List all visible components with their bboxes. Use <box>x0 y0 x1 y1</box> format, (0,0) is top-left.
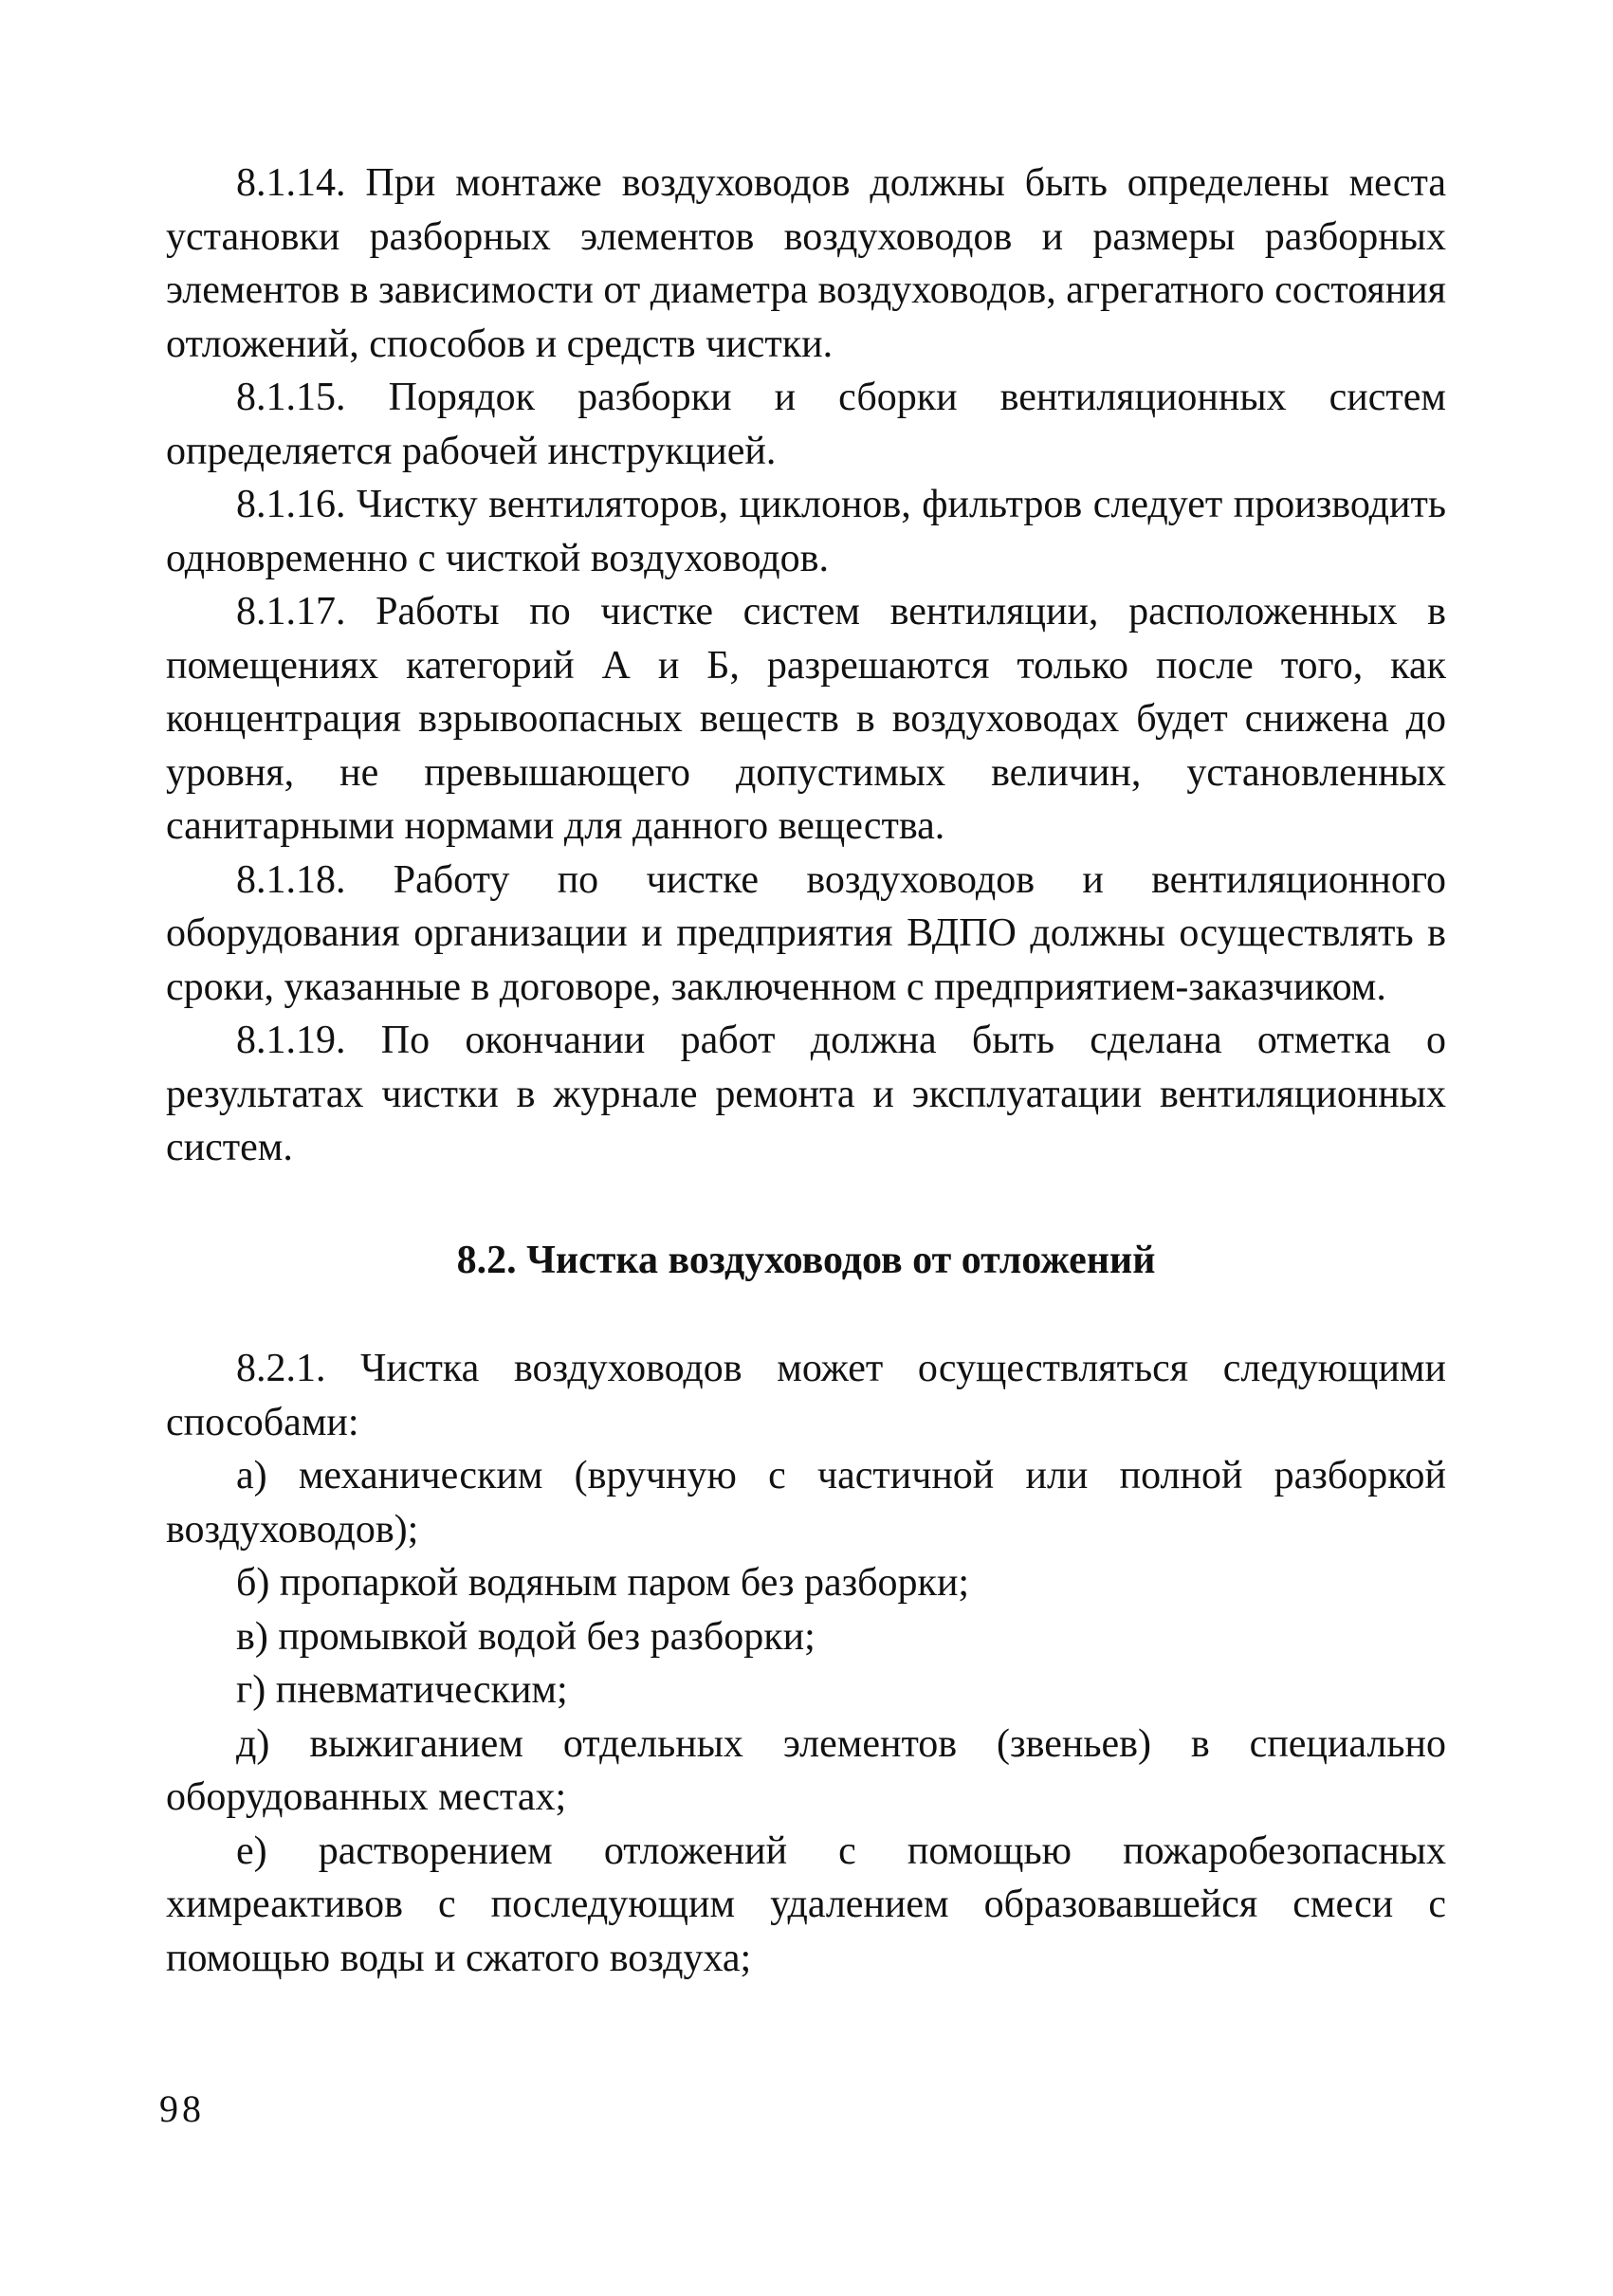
paragraph-8-1-15: 8.1.15. Порядок разборки и сборки вентиляционных систем определяется рабочей инструкцией. <box>166 376 1446 473</box>
list-item-v: в) промывкой водой без разборки; <box>236 1614 816 1659</box>
paragraph-8-1-16: 8.1.16. Чистку вентиляторов, циклонов, фильтров следует производить одновременно с чисткой воздуховодов. <box>166 483 1446 580</box>
section-heading-8-2: 8.2. Чистка воздуховодов от отложений <box>456 1238 1156 1282</box>
paragraph-8-1-17: 8.1.17. Работы по чистке систем вентиляции, расположенных в помещениях категорий А и Б, разрешаются только после того, как концентрация взрывоопасных веществ в воздуховодах будет снижена до уровня, не превышающего допустимых величин, установленных санитарными нормами для данного вещества. <box>166 590 1446 848</box>
paragraph-8-1-18: 8.1.18. Работу по чистке воздуховодов и вентиляционного оборудования организации и предприятия ВДПО должны осуществлять в сроки, указанные в договоре, заключенном с предприятием-заказчиком. <box>166 857 1446 1009</box>
list-item-a: а) механическим (вручную с частичной или полной разборкой воздуховодов); <box>166 1454 1446 1552</box>
paragraph-8-1-14: 8.1.14. При монтаже воздуховодов должны быть определены места установки разборных элементов воздуховодов и размеры разборных элементов в зависимости от диаметра воздуховодов, агрегатного состояния отложений, способов и средств чистки. <box>166 161 1446 366</box>
list-item-b: б) пропаркой водяным паром без разборки; <box>236 1561 970 1605</box>
list-item-e: е) растворением отложений с помощью пожаробезопасных химреактивов с последующим удалением образовавшейся смеси с помощью воды и сжатого воздуха; <box>166 1828 1446 1980</box>
page-number: 98 <box>159 2087 205 2130</box>
paragraph-8-1-19: 8.1.19. По окончании работ должна быть сделана отметка о результатах чистки в журнале ремонта и эксплуатации вентиляционных систем. <box>166 1019 1446 1169</box>
paragraph-8-2-1: 8.2.1. Чистка воздуховодов может осуществляться следующими способами: <box>166 1347 1446 1444</box>
document-page <box>166 156 1446 1985</box>
list-item-g: г) пневматическим; <box>236 1668 568 1712</box>
list-item-d: д) выжиганием отдельных элементов (звеньев) в специально оборудованных местах; <box>166 1721 1446 1819</box>
